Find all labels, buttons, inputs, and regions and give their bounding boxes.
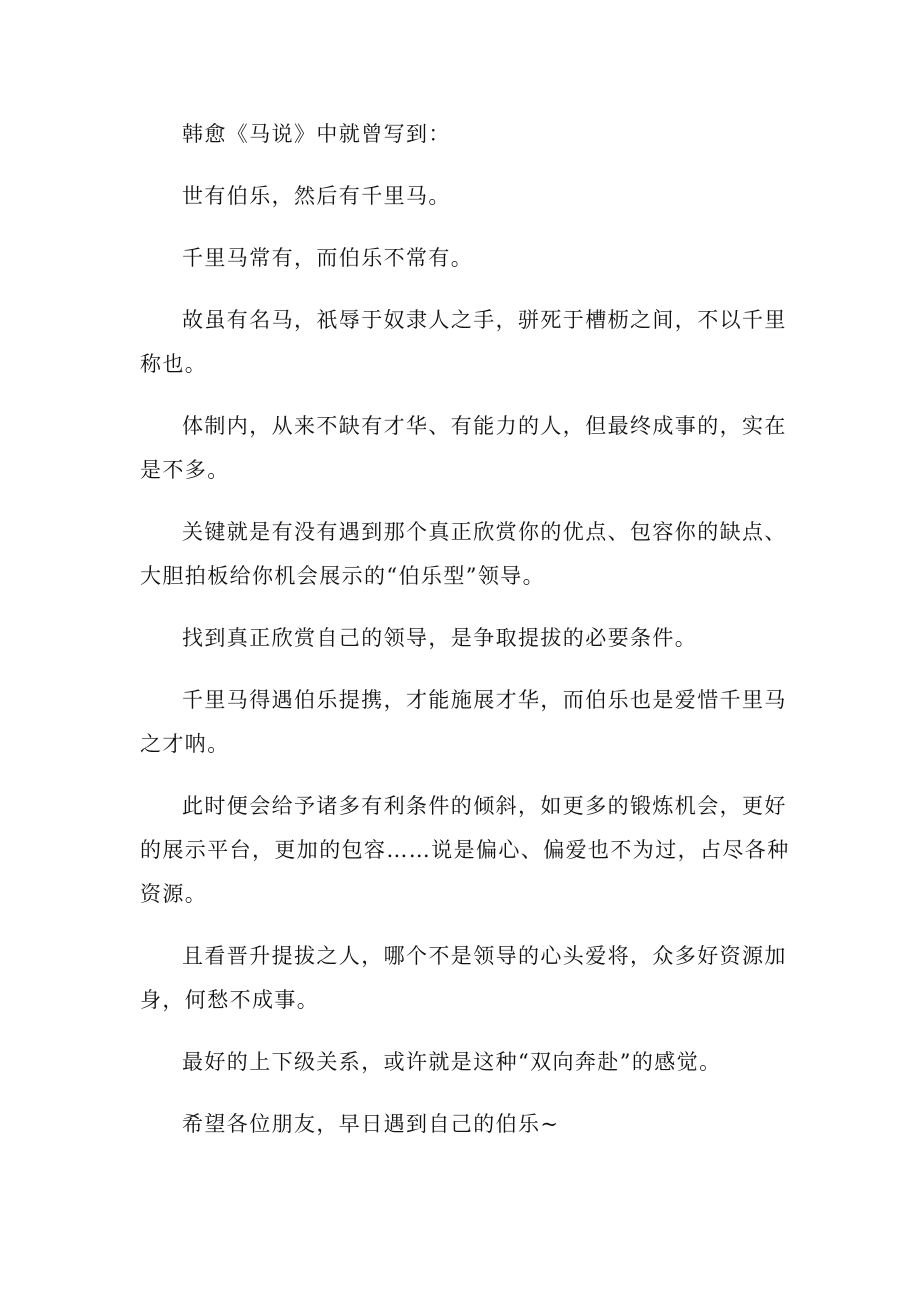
paragraph-6: 关键就是有没有遇到那个真正欣赏你的优点、包容你的缺点、大胆拍板给你机会展示的“伯乐型”领导。 (140, 520, 787, 588)
paragraph-1: 韩愈《马说》中就曾写到： (182, 122, 451, 146)
paragraph-2: 世有伯乐，然后有千里马。 (182, 184, 451, 208)
article-body (140, 112, 796, 1164)
paragraph-7: 找到真正欣赏自己的领导，是争取提拔的必要条件。 (182, 626, 698, 650)
paragraph-10: 且看晋升提拔之人，哪个不是领导的心头爱将，众多好资源加身，何愁不成事。 (140, 944, 787, 1012)
paragraph-11: 最好的上下级关系，或许就是这种“双向奔赴”的感觉。 (182, 1050, 722, 1074)
paragraph-12: 希望各位朋友，早日遇到自己的伯乐~ (182, 1112, 560, 1136)
paragraph-9: 此时便会给予诸多有利条件的倾斜，如更多的锻炼机会，更好的展示平台，更加的包容……说是偏心、偏爱也不为过，占尽各种资源。 (140, 794, 790, 906)
paragraph-5: 体制内，从来不缺有才华、有能力的人，但最终成事的，实在是不多。 (140, 414, 787, 482)
paragraph-8: 千里马得遇伯乐提携，才能施展才华，而伯乐也是爱惜千里马之才呐。 (140, 688, 787, 756)
paragraph-3: 千里马常有，而伯乐不常有。 (182, 246, 474, 270)
paragraph-4: 故虽有名马，祇辱于奴隶人之手，骈死于槽枥之间，不以千里称也。 (140, 308, 787, 376)
